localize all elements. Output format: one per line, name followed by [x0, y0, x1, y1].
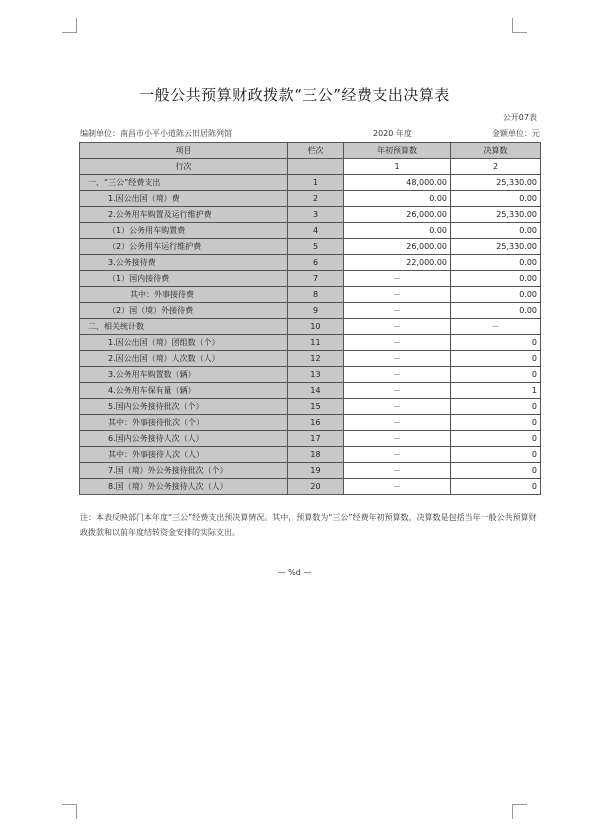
table-row — [80, 223, 541, 239]
row-budget: － — [344, 367, 451, 383]
row-line-number: 15 — [288, 399, 344, 415]
row-actual: 25,330.00 — [451, 207, 541, 223]
table-row — [80, 383, 541, 399]
table-row — [80, 463, 541, 479]
row-label: 4.公务用车保有量（辆） — [80, 383, 288, 399]
row-actual: 1 — [451, 383, 541, 399]
row-line-number: 8 — [288, 287, 344, 303]
row-label: 1.因公出国（境）费 — [80, 191, 288, 207]
row-line-number: 4 — [288, 223, 344, 239]
crop-mark-bottom-left — [62, 804, 77, 819]
table-row — [80, 239, 541, 255]
header-budget: 年初预算数 — [344, 143, 451, 159]
table-row — [80, 447, 541, 463]
row-label: （1）国内接待费 — [80, 271, 288, 287]
row-actual: 0.00 — [451, 303, 541, 319]
row-actual: － — [451, 319, 541, 335]
row-budget: － — [344, 447, 451, 463]
row-budget: － — [344, 383, 451, 399]
table-row — [80, 303, 541, 319]
row-budget: 26,000.00 — [344, 207, 451, 223]
table-row — [80, 175, 541, 191]
table-row — [80, 207, 541, 223]
row-label: 二、相关统计数 — [80, 319, 288, 335]
row-budget: 22,000.00 — [344, 255, 451, 271]
row-line-number: 17 — [288, 431, 344, 447]
row-actual: 25,330.00 — [451, 175, 541, 191]
row-label: 3.公务用车购置数（辆） — [80, 367, 288, 383]
row-line-number: 3 — [288, 207, 344, 223]
row-actual: 0.00 — [451, 287, 541, 303]
table-row — [80, 287, 541, 303]
line-number-row — [80, 159, 541, 175]
row-budget: － — [344, 303, 451, 319]
report-year: 2020 年度 — [373, 129, 412, 138]
row-actual: 0 — [451, 479, 541, 495]
row-line-number: 18 — [288, 447, 344, 463]
money-unit: 金额单位：元 — [492, 129, 540, 138]
footnote: 注：本表反映部门本年度“三公”经费支出预决算情况。其中，预算数为“三公”经费年初预算数，决算数是包括当年一般公共预算财政拨款和以前年度结转资金安排的实际支出。 — [80, 513, 537, 537]
table-row — [80, 351, 541, 367]
line-number-budget: 1 — [344, 159, 451, 175]
row-line-number: 16 — [288, 415, 344, 431]
row-budget: － — [344, 399, 451, 415]
row-label: 一、“三公”经费支出 — [80, 175, 288, 191]
row-line-number: 11 — [288, 335, 344, 351]
row-line-number: 6 — [288, 255, 344, 271]
crop-mark-top-left — [62, 18, 77, 33]
row-label: （2）国（境）外接待费 — [80, 303, 288, 319]
row-budget: － — [344, 271, 451, 287]
form-number: 公开07表 — [502, 113, 537, 122]
line-number-blank — [288, 159, 344, 175]
table-row — [80, 431, 541, 447]
table-row — [80, 271, 541, 287]
row-budget: － — [344, 431, 451, 447]
row-line-number: 12 — [288, 351, 344, 367]
row-label: （2）公务用车运行维护费 — [80, 239, 288, 255]
row-budget: － — [344, 479, 451, 495]
table-row — [80, 335, 541, 351]
crop-mark-bottom-right — [512, 804, 527, 819]
row-label: 其中：外事接待人次（人） — [80, 447, 288, 463]
table-row — [80, 479, 541, 495]
row-line-number: 9 — [288, 303, 344, 319]
row-budget: 48,000.00 — [344, 175, 451, 191]
reporting-unit: 编制单位：南昌市小平小道陈云旧居陈列馆 — [80, 129, 232, 138]
row-actual: 0 — [451, 463, 541, 479]
row-actual: 0.00 — [451, 191, 541, 207]
table-row — [80, 367, 541, 383]
row-label: 7.国（境）外公务接待批次（个） — [80, 463, 288, 479]
row-budget: 0.00 — [344, 191, 451, 207]
row-budget: － — [344, 351, 451, 367]
row-actual: 0 — [451, 415, 541, 431]
row-actual: 0.00 — [451, 271, 541, 287]
row-actual: 0.00 — [451, 223, 541, 239]
row-actual: 0 — [451, 431, 541, 447]
line-number-label: 行次 — [80, 159, 288, 175]
row-line-number: 20 — [288, 479, 344, 495]
row-line-number: 19 — [288, 463, 344, 479]
row-label: 6.国内公务接待人次（人） — [80, 431, 288, 447]
row-actual: 0.00 — [451, 255, 541, 271]
row-label: 2.公务用车购置及运行维护费 — [80, 207, 288, 223]
row-label: 1.因公出国（境）团组数（个） — [80, 335, 288, 351]
row-budget: 0.00 — [344, 223, 451, 239]
row-line-number: 5 — [288, 239, 344, 255]
row-actual: 0 — [451, 335, 541, 351]
row-budget: 26,000.00 — [344, 239, 451, 255]
row-actual: 0 — [451, 447, 541, 463]
table-row — [80, 191, 541, 207]
row-label: 3.公务接待费 — [80, 255, 288, 271]
report-meta — [80, 128, 540, 140]
row-budget: － — [344, 287, 451, 303]
header-col-no: 栏次 — [288, 143, 344, 159]
row-line-number: 1 — [288, 175, 344, 191]
row-label: 8.国（境）外公务接待人次（人） — [80, 479, 288, 495]
row-budget: － — [344, 335, 451, 351]
table-row — [80, 415, 541, 431]
row-budget: － — [344, 319, 451, 335]
page-title: 一般公共预算财政拨款“三公”经费支出决算表 — [139, 86, 450, 104]
row-line-number: 2 — [288, 191, 344, 207]
row-label: 5.国内公务接待批次（个） — [80, 399, 288, 415]
table-row — [80, 255, 541, 271]
row-line-number: 14 — [288, 383, 344, 399]
row-actual: 0 — [451, 399, 541, 415]
row-label: （1）公务用车购置费 — [80, 223, 288, 239]
row-budget: － — [344, 415, 451, 431]
header-actual: 决算数 — [451, 143, 541, 159]
expense-table — [79, 142, 541, 495]
page-number: — %d — — [277, 568, 312, 577]
table-row — [80, 399, 541, 415]
row-actual: 0 — [451, 351, 541, 367]
row-label: 其中：外事接待费 — [80, 287, 288, 303]
header-item: 项目 — [80, 143, 288, 159]
row-line-number: 10 — [288, 319, 344, 335]
row-line-number: 7 — [288, 271, 344, 287]
row-label: 其中：外事接待批次（个） — [80, 415, 288, 431]
table-row — [80, 319, 541, 335]
row-line-number: 13 — [288, 367, 344, 383]
row-budget: － — [344, 463, 451, 479]
row-label: 2.因公出国（境）人次数（人） — [80, 351, 288, 367]
line-number-actual: 2 — [451, 159, 541, 175]
row-actual: 0 — [451, 367, 541, 383]
row-actual: 25,330.00 — [451, 239, 541, 255]
table-header-row — [80, 143, 541, 159]
crop-mark-top-right — [512, 18, 527, 33]
